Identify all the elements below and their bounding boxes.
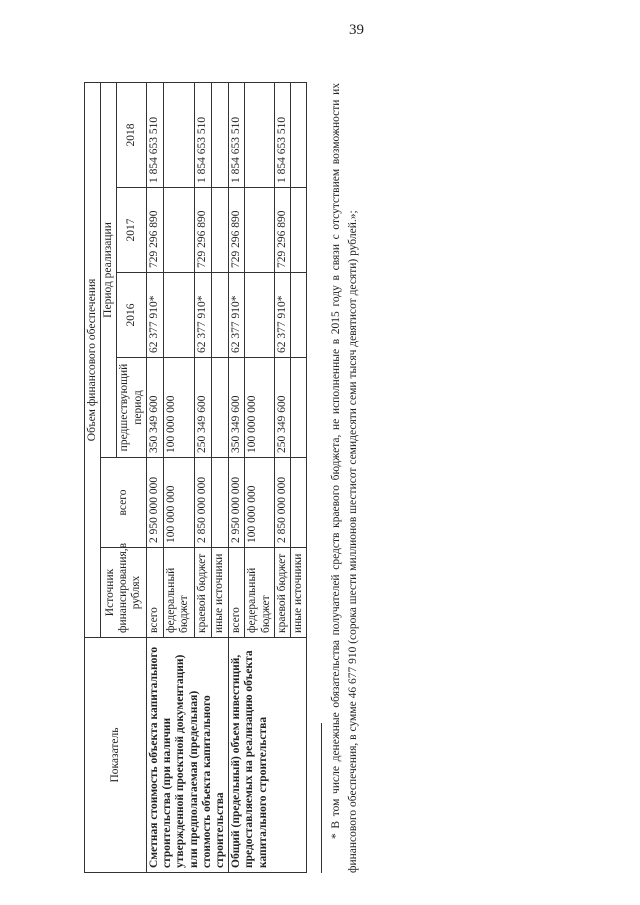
- year-2018-cell: [291, 82, 307, 187]
- table-row: [146, 82, 163, 872]
- financing-table: [84, 82, 307, 873]
- year-2016-cell: [163, 273, 194, 358]
- source-cell: краевой бюджет: [194, 548, 211, 638]
- year-2017-cell: 729 296 890: [146, 188, 163, 273]
- year-2016-cell: 62 377 910*: [229, 273, 245, 358]
- source-cell: федеральный бюджет: [163, 548, 194, 638]
- year-2017-cell: 729 296 890: [194, 188, 211, 273]
- total-cell: 100 000 000: [163, 458, 194, 548]
- prior-cell: 350 349 600: [229, 358, 245, 458]
- header-period: Период реализации: [101, 82, 117, 457]
- total-cell: 2 950 000 000: [229, 458, 245, 548]
- year-2017-cell: [245, 188, 274, 273]
- year-2016-cell: [245, 273, 274, 358]
- year-2017-cell: 729 296 890: [274, 188, 290, 273]
- header-volume: Объем финансового обеспечения: [85, 82, 101, 637]
- total-cell: 2 850 000 000: [274, 458, 290, 548]
- prior-cell: [212, 358, 229, 458]
- table-row: [229, 82, 245, 872]
- year-2018-cell: 1 854 653 510: [146, 82, 163, 187]
- total-cell: [291, 458, 307, 548]
- source-cell: федеральный бюджет: [245, 548, 274, 638]
- year-2018-cell: [245, 82, 274, 187]
- year-2018-cell: 1 854 653 510: [274, 82, 290, 187]
- prior-cell: 100 000 000: [245, 358, 274, 458]
- year-2018-cell: 1 854 653 510: [194, 82, 211, 187]
- source-cell: иные источники: [291, 548, 307, 638]
- year-2017-cell: [163, 188, 194, 273]
- total-cell: [212, 458, 229, 548]
- year-2018-cell: [163, 82, 194, 187]
- prior-cell: 350 349 600: [146, 358, 163, 458]
- year-2016-cell: [291, 273, 307, 358]
- source-cell: иные источники: [212, 548, 229, 638]
- page-number: 39: [349, 22, 364, 38]
- header-indicator: Показатель: [85, 638, 147, 873]
- indicator-cell: Общий (предельный) объем инвестиций, предоставляемых на реализацию объекта капитального строительства: [229, 638, 307, 873]
- header-total: всего: [101, 458, 147, 548]
- rotated-page-content: [84, 83, 614, 873]
- prior-cell: 250 349 600: [274, 358, 290, 458]
- year-2017-cell: [291, 188, 307, 273]
- prior-cell: 250 349 600: [194, 358, 211, 458]
- year-2017-cell: 729 296 890: [229, 188, 245, 273]
- prior-cell: 100 000 000: [163, 358, 194, 458]
- year-2016-cell: 62 377 910*: [274, 273, 290, 358]
- header-prior: предшествующий период: [117, 358, 146, 458]
- footnote-separator: [321, 723, 322, 873]
- year-2016-cell: [212, 273, 229, 358]
- total-cell: 2 950 000 000: [146, 458, 163, 548]
- total-cell: 2 850 000 000: [194, 458, 211, 548]
- header-year: 2018: [117, 82, 146, 187]
- year-2018-cell: [212, 82, 229, 187]
- year-2017-cell: [212, 188, 229, 273]
- indicator-cell: Сметная стоимость объекта капитального строительства (при наличии утвержденной проектной документации) или предполагаемая (предельная) стоимость объекта капитального строительства: [146, 638, 228, 873]
- total-cell: 100 000 000: [245, 458, 274, 548]
- year-2016-cell: 62 377 910*: [146, 273, 163, 358]
- prior-cell: [291, 358, 307, 458]
- header-source: Источник финансирования,в рублях: [101, 548, 147, 638]
- year-2018-cell: 1 854 653 510: [229, 82, 245, 187]
- source-cell: всего: [229, 548, 245, 638]
- footnote-text: * В том числе денежные обязательства получателей средств краевого бюджета, не исполненные в 2015 году в связи с отсутствием возможности их финансового обеспечения, в сумме 46 677 910 (сорока шести миллионов шестисот семидесяти семи тысяч девятисот десяти) рублей.»;: [330, 83, 359, 873]
- source-cell: краевой бюджет: [274, 548, 290, 638]
- header-year: 2016: [117, 273, 146, 358]
- year-2016-cell: 62 377 910*: [194, 273, 211, 358]
- source-cell: всего: [146, 548, 163, 638]
- footnote: [321, 83, 361, 873]
- header-year: 2017: [117, 188, 146, 273]
